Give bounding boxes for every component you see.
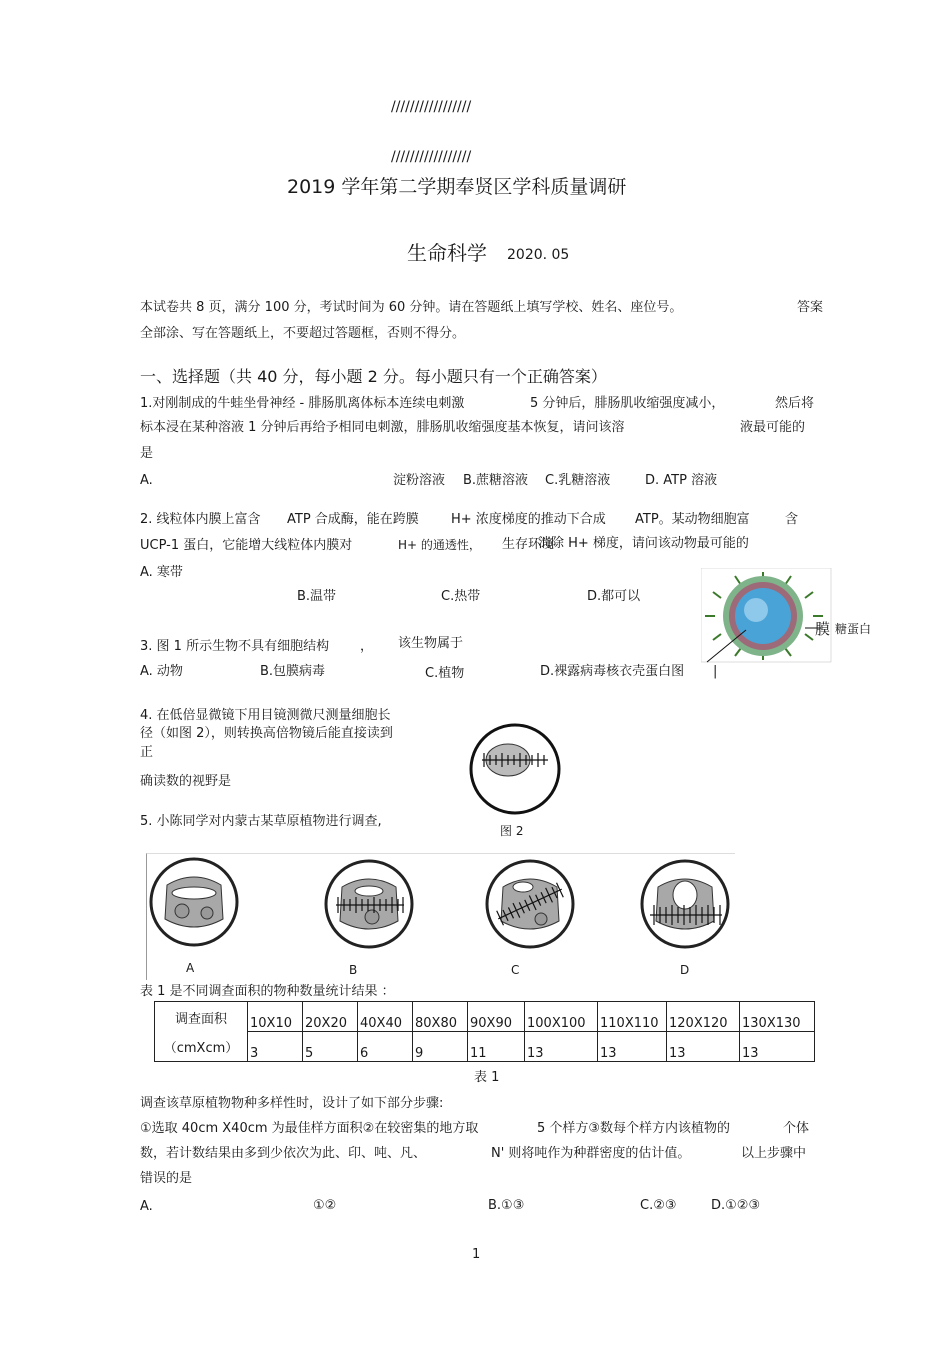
q5-option-a: A. [140, 1199, 153, 1214]
fig3-label-c: C [511, 963, 520, 977]
q2-line-1b: ATP 合成酶，能在跨膜 [287, 512, 419, 527]
q2-option-a: A. 寒带 [140, 565, 183, 580]
q2-line-1a: 2. 线粒体内膜上富含 [140, 512, 261, 527]
q3-line-1c: 该生物属于 [398, 636, 464, 651]
fig1-glycoprotein-label: 糖蛋白 [835, 622, 872, 636]
q5-option-c: C.②③ [640, 1198, 677, 1213]
q2-line-1c: H+ 浓度梯度的推动下合成 [451, 512, 606, 527]
table1-caption: 表 1 [474, 1070, 500, 1085]
virus-figure [701, 568, 833, 664]
header-slashes-2: ///////////////// [391, 149, 472, 165]
table1 [154, 1001, 815, 1062]
table1-area-cell: 10X10 [248, 1002, 303, 1032]
q4-line-4: 确读数的视野是 [140, 774, 232, 789]
q5-steps-line-1: ①选取 40cm X40cm 为最佳样方面积②在较密集的地方取 [140, 1121, 479, 1136]
table1-area-cell: 20X20 [303, 1002, 358, 1032]
table1-area-cell: 40X40 [358, 1002, 413, 1032]
table1-area-cell: 120X120 [667, 1002, 740, 1032]
q2-line-2a: UCP-1 蛋白，它能增大线粒体内膜对 [140, 538, 353, 553]
q5-steps-line-1c: 个体 [783, 1121, 810, 1136]
q2-line-1e: 含 [785, 512, 799, 527]
q1-line-3: 是 [140, 446, 154, 461]
q2-option-d: D.都可以 [587, 589, 641, 604]
section-heading: 一、选择题（共 40 分，每小题 2 分。每小题只有一个正确答案） [140, 367, 607, 386]
q3-option-a: A. 动物 [140, 664, 183, 679]
page-number: 1 [472, 1247, 481, 1262]
q2-line-1d: ATP。某动物细胞富 [635, 512, 750, 527]
table1-count-cell: 13 [525, 1032, 598, 1062]
table1-count-cell: 3 [248, 1032, 303, 1062]
table-row [155, 1032, 815, 1062]
q2-option-c: C.热带 [441, 589, 481, 604]
table1-row-label-1: 调查面积 [174, 1011, 227, 1027]
q5-option-b: B.①③ [488, 1198, 525, 1213]
q2-option-b: B.温带 [297, 589, 337, 604]
table1-row-label-2: （cmXcm） [163, 1040, 239, 1056]
intro-line-1: 本试卷共 8 页，满分 100 分，考试时间为 60 分钟。请在答题纸上填写学校、姓名、座位号。 [140, 300, 683, 315]
fig3-label-b: B [349, 963, 358, 977]
q3-line-1a: 3. 图 1 所示生物不具有细胞结构 [140, 639, 330, 654]
q1-option-a-text: 淀粉溶液 [393, 473, 446, 488]
table1-area-cell: 90X90 [468, 1002, 525, 1032]
q1-option-d: D. ATP 溶液 [645, 473, 718, 488]
q5-steps-line-2c: 以上步骤中 [741, 1146, 807, 1161]
subject-title: 生命科学 [407, 241, 487, 265]
fig1-membrane-label: 膜 [815, 620, 831, 638]
q1-option-c: C.乳糖溶液 [545, 473, 611, 488]
exam-date: 2020. 05 [507, 247, 570, 263]
table1-count-cell: 9 [413, 1032, 468, 1062]
q2-line-2d: 消除 H+ 梯度，请问该动物最可能的 [538, 536, 749, 551]
q2-line-2b: H+ 的通透性， [398, 538, 481, 552]
q2-line-2c: 生存环境 [502, 537, 555, 552]
q1-line-1b: 5 分钟后，腓肠肌收缩强度减小， [530, 396, 725, 411]
q3-bar: | [713, 664, 718, 679]
q3-option-c: C.植物 [425, 666, 465, 681]
q5-steps-line-2: 数，若计数结果由多到少依次为此、印、吨、凡、 [140, 1146, 427, 1161]
q3-option-d: D.裸露病毒核衣壳蛋白图 [540, 664, 685, 679]
table1-area-cell: 130X130 [740, 1002, 815, 1032]
fig2-micrometer-view [468, 722, 564, 818]
table1-area-cell: 100X100 [525, 1002, 598, 1032]
q1-line-1c: 然后将 [775, 396, 815, 411]
q4-line-2: 径（如图 2），则转换高倍物镜后能直接读到 [140, 726, 393, 741]
q1-option-b: B.蔗糖溶液 [463, 473, 529, 488]
header-slashes-1: ///////////////// [391, 99, 472, 115]
q3-line-1b: ， [360, 639, 374, 654]
table1-count-cell: 13 [740, 1032, 815, 1062]
fig3-view-d [638, 857, 732, 951]
q5-steps-line-2b: N' 则将吨作为种群密度的估计值。 [491, 1146, 691, 1161]
intro-line-1-end: 答案 [797, 300, 824, 315]
q4-line-1: 4. 在低倍显微镜下用目镜测微尺测量细胞长 [140, 708, 391, 723]
table1-count-cell: 5 [303, 1032, 358, 1062]
q1-line-2b: 液最可能的 [740, 420, 806, 435]
fig3-view-c [483, 857, 577, 951]
fig2-caption: 图 2 [500, 824, 524, 838]
q5-line-1: 5. 小陈同学对内蒙古某草原植物进行调查, [140, 814, 382, 829]
table-row [155, 1002, 815, 1032]
table1-count-cell: 11 [468, 1032, 525, 1062]
table1-count-cell: 6 [358, 1032, 413, 1062]
fig3-label-a: A [186, 961, 195, 975]
page-title: 2019 学年第二学期奉贤区学科质量调研 [287, 176, 627, 198]
q5-option-a-text: ①② [313, 1198, 337, 1213]
fig3-view-a [147, 855, 241, 949]
table1-area-cell: 110X110 [598, 1002, 667, 1032]
q3-option-b: B.包膜病毒 [260, 664, 326, 679]
q5-steps-intro: 调查该草原植物物种多样性时，设计了如下部分步骤: [140, 1096, 444, 1111]
q5-steps-line-3: 错误的是 [140, 1171, 193, 1186]
fig3-label-d: D [680, 963, 690, 977]
table1-count-cell: 13 [667, 1032, 740, 1062]
q1-option-a: A. [140, 473, 153, 488]
table1-count-cell: 13 [598, 1032, 667, 1062]
intro-line-2: 全部涂、写在答题纸上，不要超过答题框，否则不得分。 [140, 326, 466, 341]
q5-option-d: D.①②③ [711, 1198, 761, 1213]
table1-area-cell: 80X80 [413, 1002, 468, 1032]
q1-line-2: 标本浸在某种溶液 1 分钟后再给予相同电刺激，腓肠肌收缩强度基本恢复，请问该溶 [140, 420, 625, 435]
fig3-view-b [322, 857, 416, 951]
q4-line-3: 正 [140, 745, 154, 760]
q1-line-1: 1.对刚制成的牛蛙坐骨神经 - 腓肠肌离体标本连续电刺激 [140, 396, 465, 411]
table1-intro: 表 1 是不同调查面积的物种数量统计结果 ： [140, 984, 395, 999]
q5-steps-line-1b: 5 个样方③数每个样方内该植物的 [537, 1121, 731, 1136]
